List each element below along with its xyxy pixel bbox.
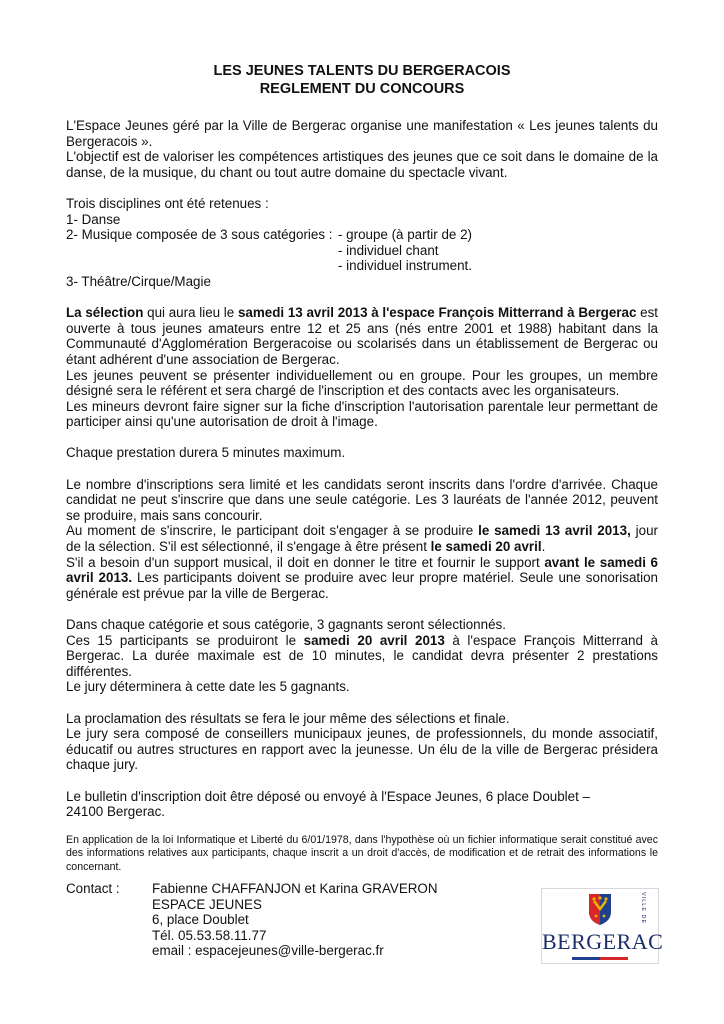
logo-wordmark: BERGERAC — [542, 929, 664, 954]
disciplines-list — [66, 196, 658, 290]
contact-organization: ESPACE JEUNES — [152, 896, 262, 912]
inscriptions-paragraph-1: Le nombre d'inscriptions sera limité et les candidats seront inscrits dans l'ordre d'arrivée. Chaque candidat ne peut s'inscrire que dans une seule catégorie. Les 3 lauréats de l'année 2012, peuvent se produire, mais sans concourir. — [66, 476, 658, 523]
jury-paragraph-1: La proclamation des résultats se fera le jour même des sélections et finale. — [66, 710, 510, 726]
contact-phone: Tél. 05.53.58.11.77 — [152, 927, 267, 943]
legal-notice: En application de la loi Informatique et Liberté du 6/01/1978, dans l'hypothèse où un fichier informatique serait constitué avec des informations relatives aux participants, chaque inscrit a un droit d'accès, de modification et de retrait des informations le concernant. — [66, 833, 658, 873]
contact-label: Contact : — [66, 881, 120, 896]
intro-paragraph-1: L'Espace Jeunes géré par la Ville de Bergerac organise une manifestation « Les jeunes talents du Bergeracois ». — [66, 118, 658, 149]
inscriptions-paragraph-3: S'il a besoin d'un support musical, il doit en donner le titre et fournir le support avant le samedi 6 avril 2013. Les participants doivent se produire avec leur propre matériel. Seule une sonorisation générale est prévue par la ville de Bergerac. — [66, 554, 659, 601]
finale-paragraph-1: Dans chaque catégorie et sous catégorie, 3 gagnants seront sélectionnés. — [66, 617, 506, 632]
contact-email: email : espacejeunes@ville-bergerac.fr — [152, 943, 384, 959]
selection-paragraph-3: Les mineurs devront faire signer sur la fiche d'inscription l'autorisation parentale leur permettant de participer ainsi qu'une autorisation de droit à l'image. — [66, 398, 658, 430]
duration-paragraph: Chaque prestation durera 5 minutes maximum. — [66, 445, 346, 461]
bergerac-logo — [541, 888, 664, 964]
selection-paragraph-2: Les jeunes peuvent se présenter individuellement ou en groupe. Pour les groupes, un membre désigné sera le référent et sera chargé de l'inscription et des contacts avec les organisateurs. — [66, 367, 658, 399]
selection-paragraph-1: La sélection qui aura lieu le samedi 13 avril 2013 à l'espace François Mitterrand à Bergerac est ouverte à tous jeunes amateurs entre 12 et 25 ans (nés entre 2001 et 1988) habitant dans la Communauté d'Agglomération Bergeracoise ou scolarisés dans un établissement de Bergerac ou étant adhérent d'une association de Bergerac. — [66, 305, 658, 367]
discipline-2-label: 2- Musique composée de 3 sous catégories : — [66, 227, 333, 243]
subcategory-item: - individuel instrument. — [338, 258, 472, 274]
intro-paragraph-2: L'objectif est de valoriser les compétences artistiques des jeunes que ce soit dans le domaine de la danse, de la musique, du chant ou tout autre domaine du spectacle vivant. — [66, 149, 658, 180]
title-line-2: REGLEMENT DU CONCOURS — [259, 81, 465, 97]
jury-paragraph-2: Le jury sera composé de conseillers municipaux jeunes, de professionnels, du monde associatif, éducatif ou autres structures en rapport avec la jeunesse. Un élu de la ville de Bergerac présidera chaque jury. — [66, 726, 658, 773]
discipline-3: 3- Théâtre/Cirque/Magie — [66, 273, 211, 289]
subcategory-item: - individuel chant — [338, 242, 439, 258]
finale-paragraph-2: Ces 15 participants se produiront le samedi 20 avril 2013 à l'espace François Mitterrand à Bergerac. La durée maximale est de 10 minutes, le candidat devra présenter 2 prestations différentes. — [66, 632, 658, 679]
contact-address: 6, place Doublet — [152, 912, 249, 928]
logo-ville-de: VILLE DE — [640, 892, 646, 925]
subcategory-item: - groupe (à partir de 2) — [338, 227, 472, 243]
title-line-1: LES JEUNES TALENTS DU BERGERACOIS — [213, 63, 511, 79]
discipline-1: 1- Danse — [66, 211, 121, 227]
contact-block — [66, 881, 438, 959]
contact-details — [152, 881, 438, 959]
contact-names: Fabienne CHAFFANJON et Karina GRAVERON — [152, 881, 438, 896]
finale-paragraph-3: Le jury déterminera à cette date les 5 gagnants. — [66, 679, 350, 695]
disciplines-intro: Trois disciplines ont été retenues : — [66, 195, 269, 211]
inscriptions-paragraph-2: Au moment de s'inscrire, le participant doit s'engager à se produire le samedi 13 avril 2013, jour de la sélection. S'il est sélectionné, il s'engage à être présent le samedi 20 avril. — [66, 523, 658, 555]
document-title — [66, 62, 658, 98]
discipline-2 — [66, 227, 658, 243]
bulletin-paragraph: Le bulletin d'inscription doit être déposé ou envoyé à l'Espace Jeunes, 6 place Doublet – 24100 Bergerac. — [66, 788, 590, 820]
document-body — [66, 62, 658, 874]
